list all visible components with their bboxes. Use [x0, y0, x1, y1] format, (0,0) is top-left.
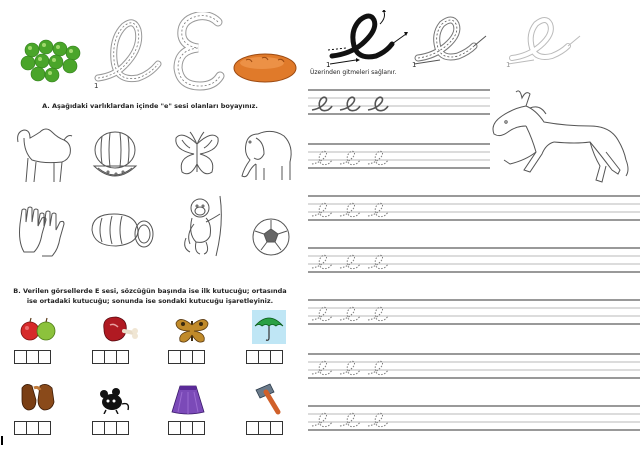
skirt-image: [170, 382, 206, 416]
trace-e-glyph: [340, 361, 360, 374]
trace-e-glyph: [368, 307, 388, 320]
apple-pear-image: [18, 316, 58, 342]
answer-boxes-2[interactable]: [92, 350, 128, 364]
bread-loaf-image: [232, 50, 298, 86]
practice-row[interactable]: [308, 194, 640, 226]
trace-e-glyph: [368, 151, 388, 164]
faint-cursive-e: [506, 14, 590, 68]
trace-e-glyph: [312, 413, 332, 426]
practice-row[interactable]: [308, 142, 490, 174]
trace-e-glyph: [312, 97, 332, 110]
answer-boxes-3[interactable]: [168, 350, 204, 364]
answer-boxes-1[interactable]: [14, 350, 50, 364]
mittens-image: [18, 380, 58, 414]
svg-text:1: 1: [94, 82, 99, 90]
trace-e-glyph: [340, 97, 360, 110]
trace-e-glyph: [368, 97, 388, 110]
section-a-instruction: A. Aşağıdaki varlıklardan içinde "e" sesi olanları boyayınız.: [42, 102, 258, 110]
cursive-e-outline: [94, 16, 168, 90]
butterfly-drawing: [172, 128, 222, 184]
camel-drawing: [14, 122, 76, 186]
practice-row[interactable]: [308, 246, 640, 278]
trace-e-glyph: [340, 203, 360, 216]
trace-e-glyph: [340, 255, 360, 268]
mouse-image: [96, 386, 132, 414]
section-b-instruction: B. Verilen görsellerde E sesi, sözcüğün başında ise ilk kutucuğu; ortasında ise ortadaki kutucuğu; sonunda ise sondaki kutucuğu işaretleyiniz.: [13, 287, 287, 305]
model-cursive-e: [326, 10, 418, 68]
trace-e-glyph: [312, 203, 332, 216]
donkey-drawing: [486, 86, 634, 190]
trace-e-glyph: [312, 255, 332, 268]
answer-boxes-5[interactable]: [14, 421, 50, 435]
trace-e-glyph: [368, 203, 388, 216]
practice-row[interactable]: [308, 88, 490, 120]
green-grapes-image: [18, 38, 88, 84]
trace-e-glyph: [312, 361, 332, 374]
umbrella-image: [252, 310, 286, 344]
watermelon-drawing: [90, 128, 140, 184]
trace-hint: Üzerinden gitmeleri sağlanır.: [310, 69, 397, 76]
elephant-drawing: [238, 124, 296, 184]
trace-e-glyph: [368, 255, 388, 268]
left-page: [0, 0, 300, 454]
trace-e-glyph: [368, 361, 388, 374]
butterfly-color-image: [174, 315, 210, 345]
header-illustrations: [10, 10, 300, 90]
svg-text:1: 1: [326, 61, 331, 68]
dotted-cursive-e: [412, 14, 496, 68]
sliced-bread-drawing: [88, 208, 156, 252]
trace-e-glyph: [312, 151, 332, 164]
trace-e-glyph: [340, 151, 360, 164]
print-e-outline: [170, 12, 228, 92]
trace-e-glyph: [312, 307, 332, 320]
right-page: [300, 0, 640, 454]
meat-leg-image: [98, 313, 140, 345]
trace-e-glyph: [340, 413, 360, 426]
practice-row[interactable]: [308, 352, 640, 384]
gloves-drawing: [14, 204, 70, 260]
trace-e-glyph: [340, 307, 360, 320]
practice-row[interactable]: [308, 404, 640, 436]
svg-text:1: 1: [506, 61, 511, 68]
answer-boxes-8[interactable]: [246, 421, 282, 435]
practice-row[interactable]: [308, 298, 640, 330]
answer-boxes-4[interactable]: [246, 350, 282, 364]
soccer-ball-drawing: [250, 216, 292, 258]
hammer-image: [250, 380, 286, 416]
trace-e-glyph: [368, 413, 388, 426]
left-edge-mark: [1, 436, 3, 445]
svg-text:1: 1: [412, 61, 417, 68]
answer-boxes-7[interactable]: [168, 421, 204, 435]
answer-boxes-6[interactable]: [92, 421, 128, 435]
monkey-drawing: [180, 194, 230, 260]
